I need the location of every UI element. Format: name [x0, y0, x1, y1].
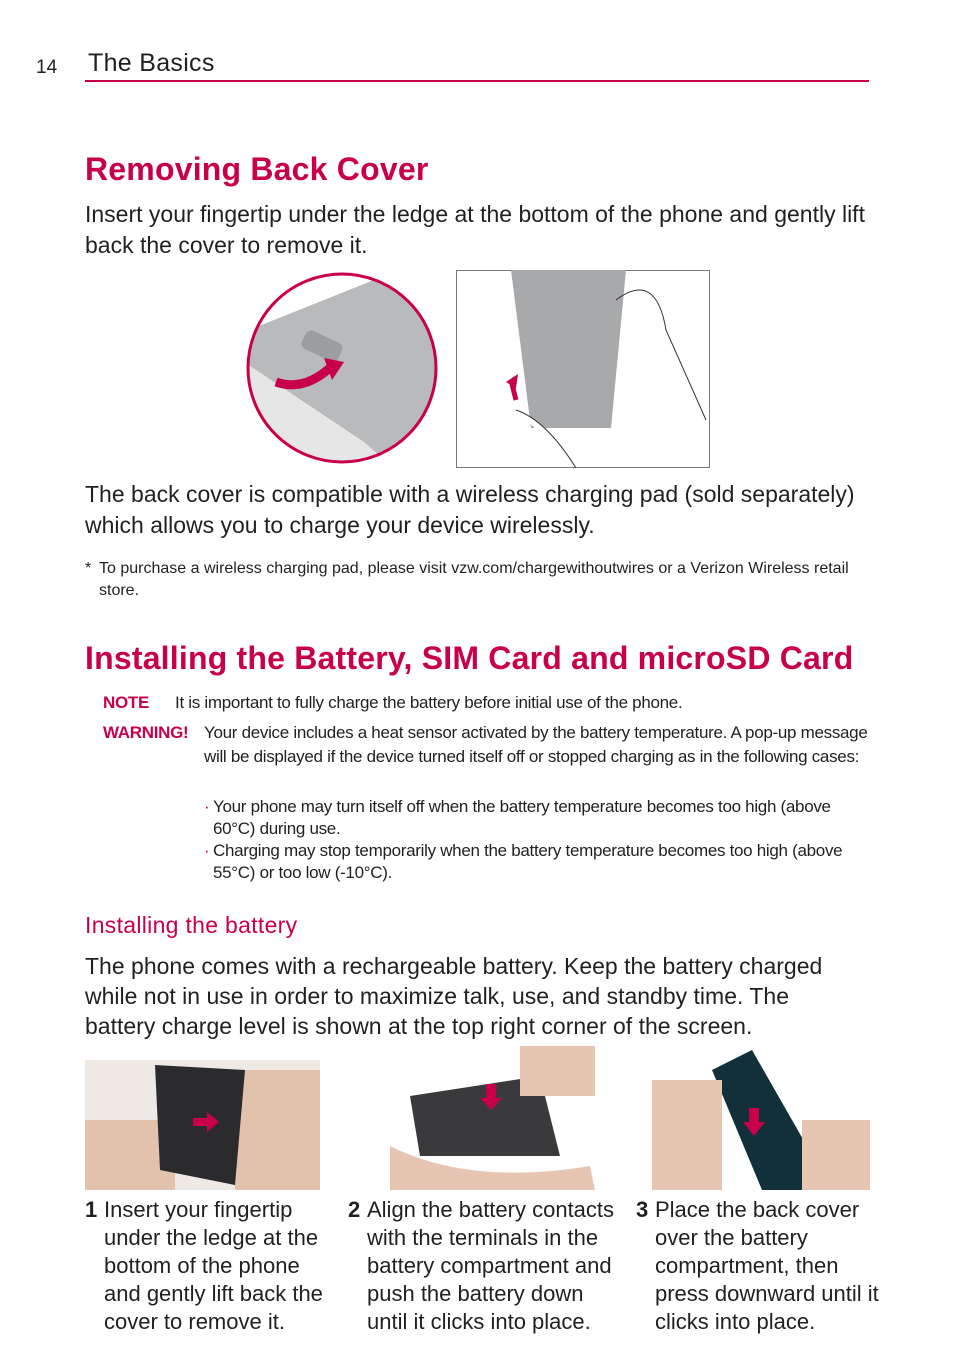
- step-2: [348, 1196, 623, 1336]
- heading-removing-back-cover: Removing Back Cover: [85, 151, 429, 187]
- bullet-mark: ·: [204, 841, 210, 860]
- bullet-mark: ·: [204, 797, 210, 816]
- warning-bullet: [204, 796, 874, 840]
- step-number: 1: [85, 1197, 98, 1222]
- step-1: [85, 1196, 335, 1336]
- bullet-text: Your phone may turn itself off when the battery temperature becomes too high (above 60°C) during use.: [213, 797, 831, 838]
- bullet-text: Charging may stop temporarily when the battery temperature becomes too high (above 55°C) or too low (-10°C).: [213, 841, 843, 882]
- note-text: It is important to fully charge the battery before initial use of the phone.: [175, 693, 683, 712]
- warning-text: Your device includes a heat sensor activated by the battery temperature. A pop-up message will be displayed if the device turned itself off or stopped charging as in the following cases:: [204, 723, 868, 766]
- photo-step-1: [85, 1060, 320, 1190]
- step-text: Insert your fingertip under the ledge at the bottom of the phone and gently lift back the cover to remove it.: [104, 1197, 323, 1334]
- step-number: 3: [636, 1197, 649, 1222]
- step-text: Place the back cover over the battery compartment, then press downward until it clicks into place.: [655, 1197, 879, 1334]
- illustration-cover-ledge: [244, 272, 442, 468]
- section-title: The Basics: [88, 49, 215, 77]
- step-3: [636, 1196, 896, 1336]
- heading-installing-battery: Installing the battery: [85, 912, 298, 938]
- removing-intro: Insert your fingertip under the ledge at the bottom of the phone and gently lift back the cover to remove it.: [85, 201, 865, 258]
- warning-label: WARNING!: [103, 723, 189, 742]
- photo-step-2: [390, 1046, 595, 1190]
- footnote: [85, 558, 865, 602]
- warning-bullet: [204, 840, 874, 884]
- header-divider: [85, 80, 869, 82]
- photo-step-3: [652, 1050, 870, 1190]
- footnote-text-end: or a Verizon Wireless retail store.: [99, 560, 849, 599]
- heading-installing: Installing the Battery, SIM Card and microSD Card: [85, 640, 854, 676]
- step-text: Align the battery contacts with the terminals in the battery compartment and push the battery down until it clicks into place.: [367, 1197, 615, 1334]
- step-number: 2: [348, 1197, 361, 1222]
- footnote-link[interactable]: vzw.com/chargewithoutwires: [451, 560, 654, 577]
- note-label: NOTE: [103, 693, 150, 712]
- warning-bullets: [204, 796, 874, 884]
- footnote-text: To purchase a wireless charging pad, please visit: [99, 560, 452, 577]
- footnote-asterisk: *: [85, 560, 92, 577]
- note-block: [103, 691, 682, 715]
- illustration-lift-cover: [456, 270, 710, 468]
- battery-intro: The phone comes with a rechargeable battery. Keep the battery charged while not in use in order to maximize talk, use, and standby time. The battery charge level is shown at the top right corner of the screen.: [85, 953, 823, 1039]
- page-number: 14: [36, 57, 58, 78]
- wireless-charging-text: The back cover is compatible with a wireless charging pad (sold separately) which allows you to charge your device wirelessly.: [85, 481, 855, 538]
